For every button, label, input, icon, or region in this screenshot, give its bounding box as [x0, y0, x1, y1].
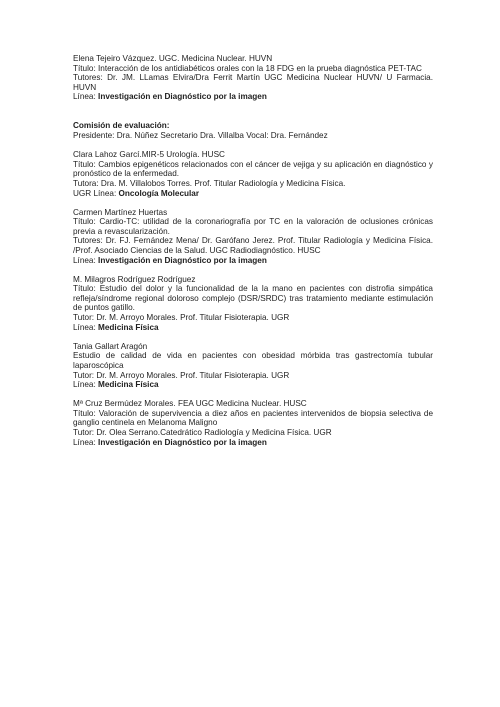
author-line: M. Milagros Rodríguez Rodríguez [73, 274, 196, 284]
research-line-name: Investigación en Diagnóstico por la imagen [98, 437, 267, 447]
document-page [73, 54, 433, 457]
research-line-prefix: Línea: [73, 322, 99, 332]
research-line-prefix: Línea: [73, 437, 99, 447]
research-line-name: Oncología Molecular [118, 188, 200, 198]
research-line-name: Investigación en Diagnóstico por la imagen [98, 92, 267, 102]
research-line-name: Investigación en Diagnóstico por la imagen [98, 255, 267, 265]
research-line [73, 438, 433, 448]
research-line-prefix: Línea: [73, 380, 99, 390]
author-line: Elena Tejeiro Vázquez. UGC. Medicina Nuclear. HUVN [73, 54, 273, 63]
title-line: Título: Estudio del dolor y la funcionalidad de la la mano en pacientes con distrofia simpática refleja/síndrome regional doloroso complejo (DSR/SRDC) tras tratamiento mediante estimulación de puntos gatillo. [73, 284, 433, 313]
author-line: Mª Cruz Bermúdez Morales. FEA UGC Medicina Nuclear. HUSC [73, 399, 307, 409]
committee-heading [73, 121, 433, 131]
evaluation-committee [73, 121, 433, 140]
thesis-entry [73, 208, 433, 266]
author-line: Carmen Martínez Huertas [73, 207, 168, 217]
committee-heading-text: Comisión de evaluación: [73, 121, 170, 131]
tutor-line: Tutores: Dr. JM. LLamas Elvira/Dra Ferrit Martín UGC Medicina Nuclear HUVN/ U Farmacia. HUVN [73, 73, 433, 92]
title-line: Título: Valoración de supervivencia a diez años en pacientes intervenidos de biopsia selectiva de ganglio centinela en Melanoma Maligno [73, 408, 433, 428]
research-line-name: Medicina Física [98, 322, 159, 332]
research-line [73, 323, 433, 333]
title-line: Título: Interacción de los antidiabéticos orales con la 18 FDG en la prueba diagnóstica PET-TAC [73, 63, 422, 73]
research-line [73, 256, 433, 266]
thesis-entry [73, 275, 433, 333]
tutor-line: Tutor: Dr. Olea Serrano.Catedrático Radiología y Medicina Física. UGR [73, 428, 332, 437]
research-line-prefix: UGR Línea: [73, 188, 119, 198]
research-line-prefix: Línea: [73, 255, 99, 265]
tutor-line: Tutora: Dra. M. Villalobos Torres. Prof. Titular Radiología y Medicina Física. [73, 178, 346, 188]
author-line: Clara Lahoz Garcí.MIR-5 Urología. HUSC [73, 150, 225, 160]
research-line [73, 189, 433, 199]
tutor-line: Tutor: Dr. M. Arroyo Morales. Prof. Titular Fisioterapia. UGR [73, 370, 290, 380]
research-line-name: Medicina Física [98, 380, 159, 390]
thesis-entry [73, 342, 433, 390]
title-line: Título: Cambios epigenéticos relacionados con el cáncer de vejiga y su aplicación en diagnóstico y pronóstico de la enfermedad. [73, 159, 433, 179]
thesis-entry [73, 54, 433, 102]
thesis-entry [73, 399, 433, 447]
tutor-line: Tutores: Dr. FJ. Fernández Mena/ Dr. Garófano Jerez. Prof. Titular Radiología y Medicina Física. /Prof. Asociado Ciencias de la Salud. UGC Radiodiagnóstico. HUSC [73, 236, 433, 255]
title-line: Título: Cardio-TC: utilidad de la coronariografía por TC en la valoración de oclusiones crónicas previa a revascularización. [73, 217, 433, 236]
author-line: Tania Gallart Aragón [73, 341, 148, 351]
research-line [73, 380, 433, 390]
research-line-prefix: Línea: [73, 92, 99, 102]
title-line: Estudio de calidad de vida en pacientes con obesidad mórbida tras gastrectomía tubular laparoscópica [73, 351, 433, 370]
thesis-entry [73, 150, 433, 198]
research-line [73, 92, 433, 102]
tutor-line: Tutor: Dr. M. Arroyo Morales. Prof. Titular Fisioterapia. UGR [73, 313, 290, 323]
committee-members: Presidente: Dra. Núñez Secretario Dra. Villalba Vocal: Dra. Fernández [73, 131, 328, 141]
